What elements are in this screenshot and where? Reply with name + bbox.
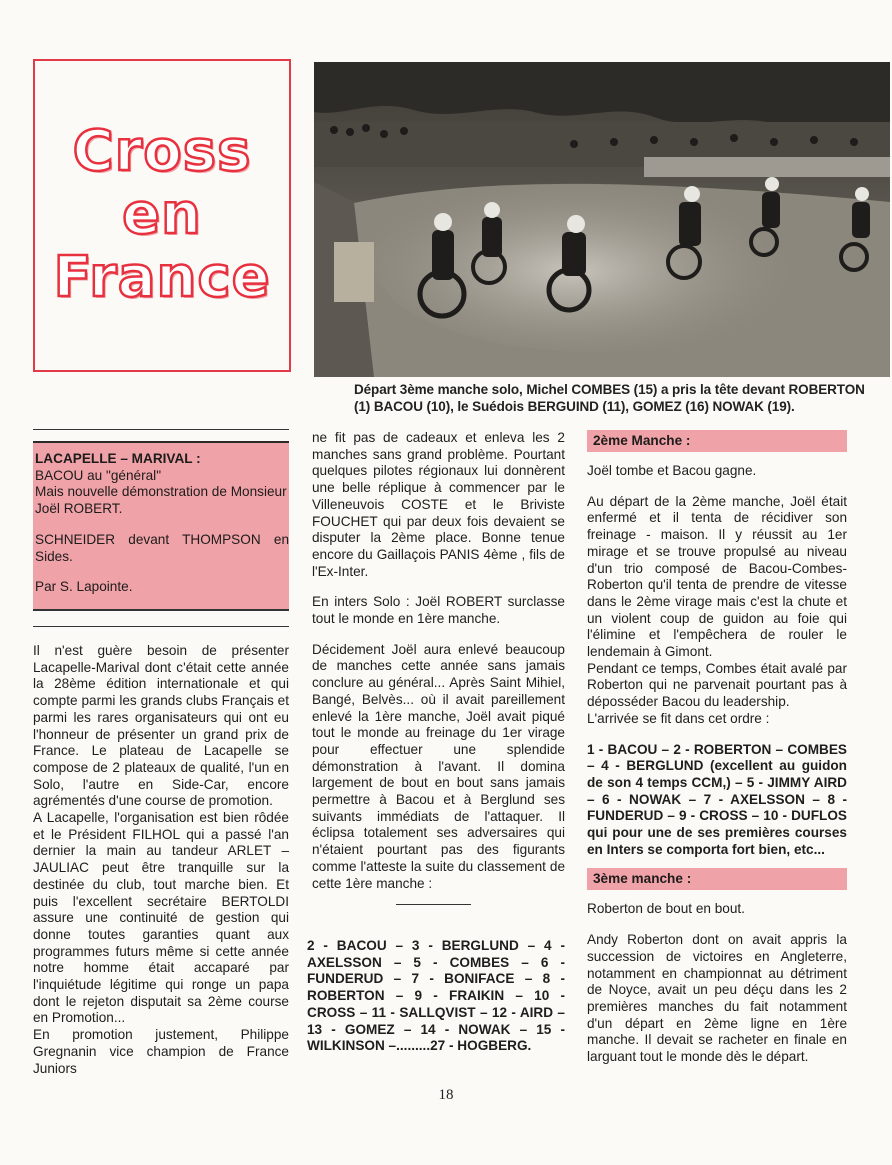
- column-3: [587, 430, 847, 1066]
- paragraph: Pendant ce temps, Combes était avalé par Roberton qui ne parvenait pourtant pas à déposséder Bacou du leadership.: [587, 660, 847, 710]
- race-photo: [314, 62, 890, 377]
- summary-box: [33, 441, 289, 609]
- paragraph: En inters Solo : Joël ROBERT surclasse tout le monde en 1ère manche.: [312, 594, 565, 627]
- divider: [33, 626, 289, 627]
- results-manche-2: 1 - BACOU – 2 - ROBERTON – COMBES – 4 - BERGLUND (excellent au guidon de son 4 temps CCM,) – 5 - JIMMY AIRD – 6 - NOWAK – 7 - AXELSSON – 8 - FUNDERUD – 9 - CROSS – 10 - DUFLOS qui pour une de ses premières courses en Inters se comporta fort bien, etc...: [587, 741, 847, 857]
- title-line-1: Cross: [72, 119, 252, 185]
- column-2: [312, 430, 565, 892]
- paragraph: Décidement Joël aura enlevé beaucoup de manches cette année sans jamais conclure au général... Après Saint Mihiel, Bangé, Belvès... où il avait pareillement enlevé la 1ère manche, Joël avait piqué tout le monde au freinage du 1er virage pour effectuer une splendide démonstration à l'avant. Il domina largement de bout en bout sans jamais permettre à Bacou et à Berglund ses suivants immédiats de l'attaquer. Il éclipsa totalement ses adversaires qui n'étaient pourtant pas des figurants comme l'atteste la suite du classement de cette 1ère manche :: [312, 641, 565, 891]
- paragraph: L'arrivée se fit dans cet ordre :: [587, 710, 770, 726]
- paragraph: Roberton de bout en bout.: [587, 901, 745, 917]
- summary-headline: BACOU au "général": [35, 467, 162, 483]
- results-manche-1: 2 - BACOU – 3 - BERGLUND – 4 - AXELSSON – 5 - COMBES – 6 - FUNDERUD – 7 - BONIFACE – 8 - ROBERTON – 9 - FRAIKIN – 10 - CROSS – 11 - SALLQVIST – 12 - AIRD – 13 - GOMEZ – 14 - NOWAK – 15 - WILKINSON –.........27 - HOGBERG.: [307, 938, 565, 1054]
- paragraph: A Lacapelle, l'organisation est bien rôdée et le Président FILHOL qui a passé l'an dernier la main au tandeur ARLET – JAULIAC peut être tranquille sur la destinée du club, tout marche bien. Et puis l'excellent secrétaire BERTOLDI assure une continuité de gestion qui donne toutes garanties quant aux programmes futurs même si cette année notre homme était accaparé par l'inquiétude légitime qui ronge un papa dont le rejeton disputait sa 2ème course en Promotion...: [33, 810, 289, 1026]
- column-1: [33, 643, 289, 1077]
- paragraph: Joël tombe et Bacou gagne.: [587, 463, 757, 478]
- summary-sides: SCHNEIDER devant THOMPSON en Sides.: [35, 531, 289, 564]
- summary-subhead: Mais nouvelle démonstration de Monsieur Joël ROBERT.: [35, 484, 287, 517]
- photo-caption: Départ 3ème manche solo, Michel COMBES (15) a pris la tête devant ROBERTON (1) BACOU (10), le Suédois BERGUIND (11), GOMEZ (16) NOWAK (19).: [354, 382, 865, 414]
- section-heading: 2ème Manche :: [587, 430, 847, 452]
- page-number: 18: [438, 1087, 454, 1103]
- title-line-2: en: [122, 182, 202, 248]
- paragraph: ne fit pas de cadeaux et enleva les 2 manches sans grand problème. Pourtant quelques pilotes régionaux lui donnèrent une belle réplique à commencer par le Villeneuvois COSTE et le Briviste FOUCHET qui par deux fois devaient se disputer la 2ème place. Bonne tenue encore du Gaillaçois PANIS 4ème , fils de l'Ex-Inter.: [312, 430, 565, 579]
- summary-location: LACAPELLE – MARIVAL :: [35, 451, 201, 466]
- title-line-3: France: [53, 244, 271, 310]
- divider: [396, 904, 471, 905]
- divider: [33, 609, 289, 611]
- byline: Par S. Lapointe.: [35, 579, 133, 595]
- divider: [33, 429, 289, 430]
- paragraph: Andy Roberton dont on avait appris la succession de victoires en Angleterre, notamment en championnat au détriment de Noyce, avait un peu déçu dans les 2 premières manches du fait notamment d'un départ en 2ème ligne en 1ère manche. Il devait se racheter en finale en larguant tout le monde dès le départ.: [587, 932, 847, 1065]
- race-photo-image: [314, 62, 890, 377]
- section-heading: 3ème manche :: [587, 868, 847, 890]
- title-box: [33, 59, 291, 372]
- paragraph: Il n'est guère besoin de présenter Lacapelle-Marival dont c'était cette année la 28ème édition internationale et qui compte parmi les grands clubs Français et parmi les rares organisateurs qui ont eu l'honneur de présenter un grand prix de France. Le plateau de Lacapelle se compose de 2 plateaux de qualité, l'un en Solo, l'autre en Side-Car, encore agrémentés d'une course de promotion.: [33, 643, 289, 809]
- paragraph: Au départ de la 2ème manche, Joël était enfermé et il tenta de récidiver son freinage - maison. Il y réussit au 1er mirage et se trouve propulsé au niveau d'un trio composé de Bacou-Combes-Roberton qu'il tenta de prendre de vitesse dans le 2ème virage mais c'est la chute et un violent coup de guidon au foie qui l'élimine et l'empêchera de rouler le lendemain à Gimont.: [587, 493, 847, 660]
- paragraph: En promotion justement, Philippe Gregnanin vice champion de France Juniors: [33, 1027, 289, 1076]
